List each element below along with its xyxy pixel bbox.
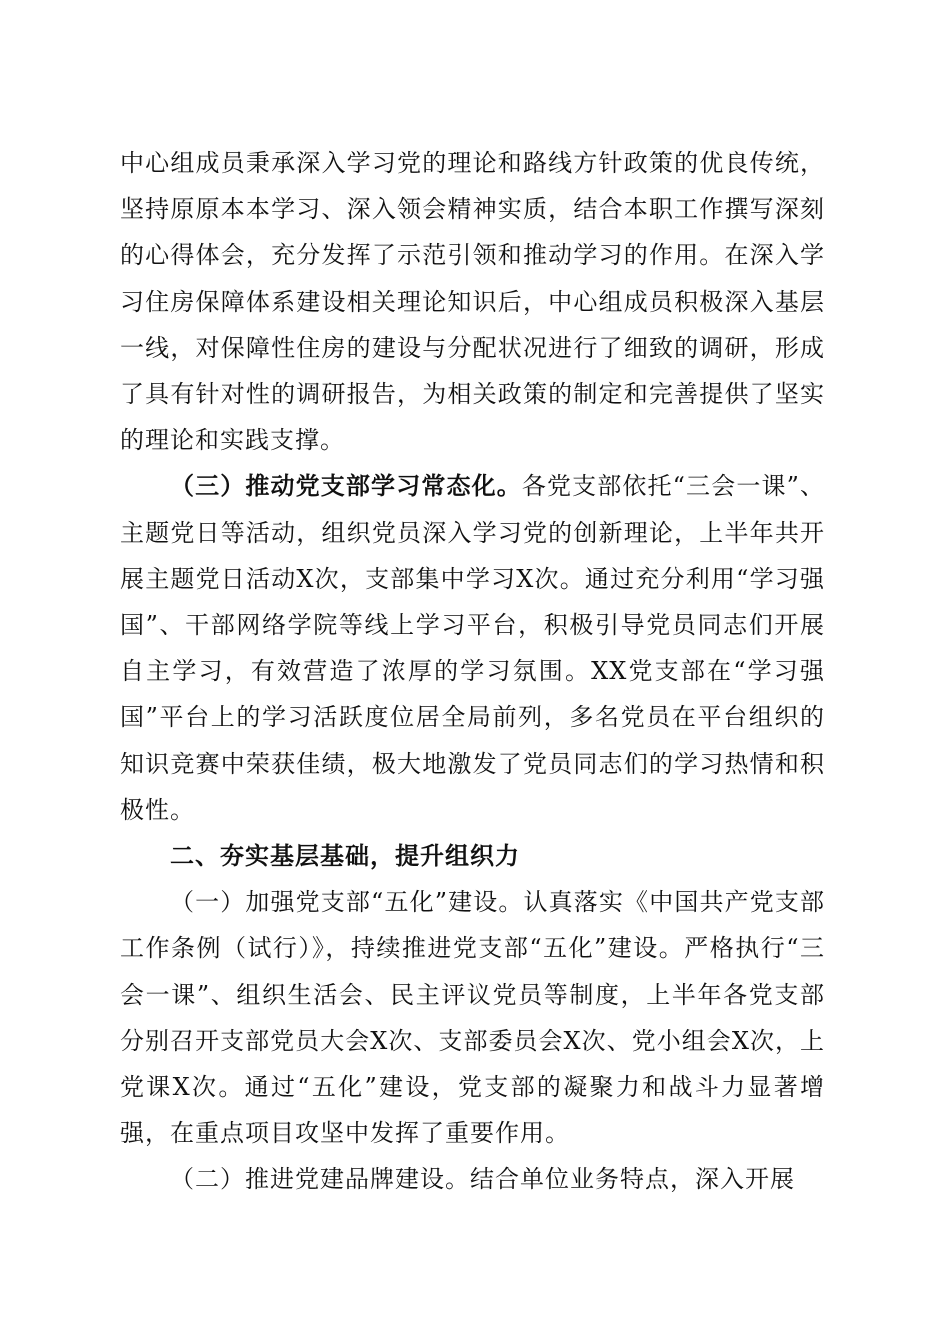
paragraph-five-standards: （一）加强党支部“五化”建设。认真落实《中国共产党支部工作条例（试行）》，持续推进党支部“五化”建设。严格执行“三会一课”、组织生活会、民主评议党员等制度，上半年各党支部分别召开支部党员大会X次、支部委员会X次、党小组会X次，上党课X次。通过“五化”建设，党支部的凝聚力和战斗力显著增强，在重点项目攻坚中发挥了重要作用。 [120,888,825,1148]
section-heading-2: 二、夯实基层基础，提升组织力 [170,842,520,871]
paragraph-branch-study-body: 各党支部依托“三会一课”、主题党日等活动，组织党员深入学习党的创新理论，上半年共开展主题党日活动X次，支部集中学习X次。通过充分利用“学习强国”、干部网络学院等线上学习平台，积极引导党员同志们开展自主学习，有效营造了浓厚的学习氛围。XX党支部在“学习强国”平台上的学习活跃度位居全局前列，多名党员在平台组织的知识竞赛中荣获佳绩，极大地激发了党员同志们的学习热情和积极性。 [120,472,825,824]
paragraph-branch-study [120,463,825,833]
paragraph-study-group: 中心组成员秉承深入学习党的理论和路线方针政策的优良传统，坚持原原本本学习、深入领会精神实质，结合本职工作撰写深刻的心得体会，充分发挥了示范引领和推动学习的作用。在深入学习住房保障体系建设相关理论知识后，中心组成员积极深入基层一线，对保障性住房的建设与分配状况进行了细致的调研，形成了具有针对性的调研报告，为相关政策的制定和完善提供了坚实的理论和实践支撑。 [120,149,825,455]
paragraph-brand-building: （二）推进党建品牌建设。结合单位业务特点，深入开展 [170,1165,795,1194]
document-body [120,140,825,1203]
paragraph-branch-study-lead: （三）推动党支部学习常态化。 [170,471,522,501]
